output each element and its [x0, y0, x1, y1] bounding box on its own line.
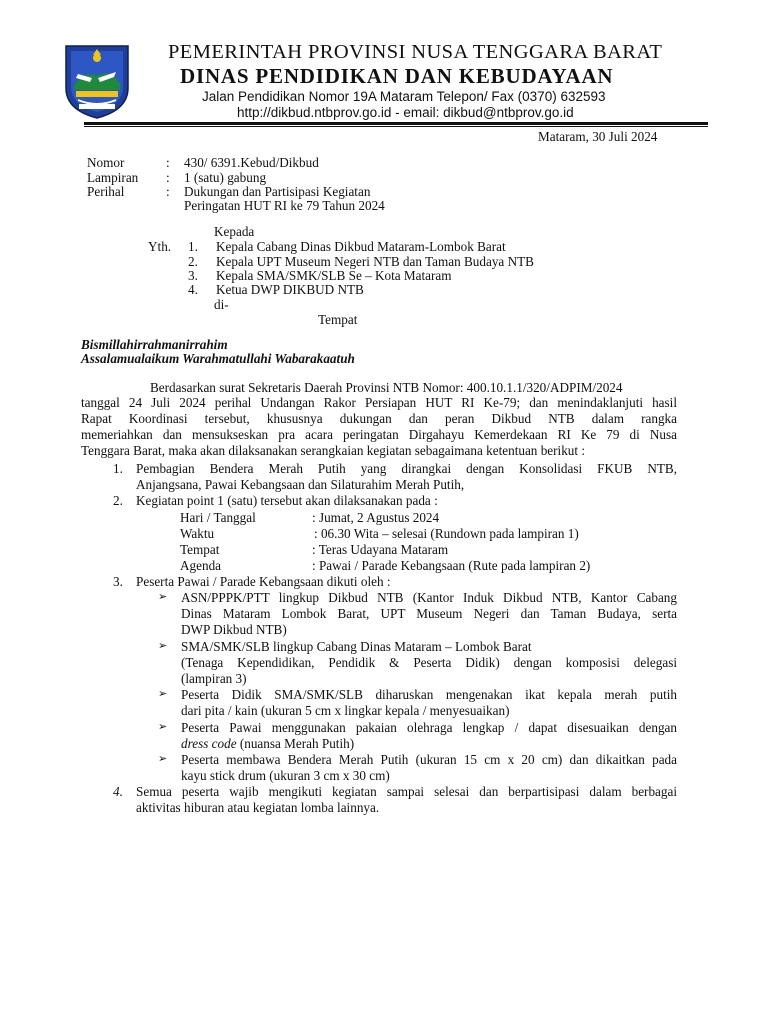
meta-label-lampiran: Lampiran — [87, 170, 139, 185]
meta-value-perihal-line2: Peringatan HUT RI ke 79 Tahun 2024 — [184, 198, 385, 213]
schedule-value: : Pawai / Parade Kebangsaan (Rute pada lampiran 2) — [312, 558, 591, 573]
letterhead-government-line: PEMERINTAH PROVINSI NUSA TENGGARA BARAT — [168, 41, 663, 63]
bullet-line: dari pita / kain (ukuran 5 cm x lingkar kepala / menyesuaikan) — [181, 703, 510, 718]
addressee-item: Ketua DWP DIKBUD NTB — [216, 282, 364, 297]
point4-line: aktivitas hiburan atau kegiatan lomba lainnya. — [136, 800, 380, 815]
meta-sep: : — [166, 184, 170, 199]
point2-line: Kegiatan point 1 (satu) tersebut akan dilaksanakan pada : — [136, 493, 438, 508]
addressee-yth: Yth. — [148, 239, 172, 254]
letter-date: Mataram, 30 Juli 2024 — [538, 129, 658, 144]
schedule-label: Tempat — [180, 542, 220, 557]
addressee-kepada: Kepada — [214, 224, 255, 239]
bullet-line: kayu stick drum (ukuran 3 cm x 30 cm) — [181, 768, 390, 783]
letterhead-address: Jalan Pendidikan Nomor 19A Mataram Telepon/ Fax (0370) 632593 — [202, 89, 606, 104]
meta-sep: : — [166, 155, 170, 170]
bullet-line: Peserta Pawai menggunakan pakaian olehraga lengkap / dapat disesuaikan dengan — [181, 720, 677, 735]
addressee-item-num: 4. — [188, 282, 198, 297]
point4-line: Semua peserta wajib mengikuti kegiatan sampai selesai dan berpartisipasi dalam berbagai — [136, 784, 677, 799]
addressee-item-num: 3. — [188, 268, 198, 283]
bullet-line: ASN/PPPK/PTT lingkup Dikbud NTB (Kantor Induk Dikbud NTB, Kantor Cabang — [181, 590, 677, 605]
intro-line: Rapat Koordinasi tersebut, khususnya dukungan dan peran Dikbud NTB dalam rangka — [81, 411, 677, 426]
letterhead-website-email: http://dikbud.ntbprov.go.id - email: dikbud@ntbprov.go.id — [237, 105, 574, 120]
bullet-line: Dinas Mataram Lombok Barat, UPT Museum Negeri dan Taman Budaya, serta — [181, 606, 677, 621]
arrowhead-bullet-icon: ➢ — [158, 752, 168, 765]
addressee-di: di- — [214, 297, 229, 312]
bullet-line: Peserta membawa Bendera Merah Putih (ukuran 15 cm x 20 cm) dan dikaitkan pada — [181, 752, 677, 767]
schedule-label: Waktu — [180, 526, 215, 541]
bullet-line: Peserta Didik SMA/SMK/SLB diharuskan mengenakan ikat kepala merah putih — [181, 687, 677, 702]
letterhead-rule-thin — [84, 126, 708, 127]
bullet-line: (lampiran 3) — [181, 671, 247, 686]
addressee-item: Kepala SMA/SMK/SLB Se – Kota Mataram — [216, 268, 452, 283]
schedule-value: : Jumat, 2 Agustus 2024 — [312, 510, 440, 525]
dress-code-term: dress code — [181, 736, 237, 751]
schedule-label: Agenda — [180, 558, 222, 573]
addressee-item: Kepala Cabang Dinas Dikbud Mataram-Lombok Barat — [216, 239, 506, 254]
addressee-item-num: 2. — [188, 254, 198, 269]
meta-value-nomor: 430/ 6391.Kebud/Dikbud — [184, 155, 319, 170]
point3-line: Peserta Pawai / Parade Kebangsaan dikuti oleh : — [136, 574, 391, 589]
bullet-line: (Tenaga Kependidikan, Pendidik & Peserta Didik) dengan komposisi delegasi — [181, 655, 677, 670]
meta-label-nomor: Nomor — [87, 155, 125, 170]
arrowhead-bullet-icon: ➢ — [158, 720, 168, 733]
bullet-line: SMA/SMK/SLB lingkup Cabang Dinas Mataram – Lombok Barat — [181, 639, 532, 654]
arrowhead-bullet-icon: ➢ — [158, 590, 168, 603]
point1-line: Pembagian Bendera Merah Putih yang dirangkai dengan Konsolidasi FKUB NTB, — [136, 461, 677, 476]
intro-line: memeriahkan dan mensukseskan pra acara peringatan Dirgahayu Kemerdekaan RI Ke 79 di Nusa — [81, 427, 677, 442]
arrowhead-bullet-icon: ➢ — [158, 639, 168, 652]
arrowhead-bullet-icon: ➢ — [158, 687, 168, 700]
addressee-item-num: 1. — [188, 239, 198, 254]
point-number: 3. — [113, 574, 123, 589]
point-number: 2. — [113, 493, 123, 508]
bullet-line — [181, 736, 354, 752]
bullet-line: DWP Dikbud NTB) — [181, 622, 287, 637]
meta-value-perihal: Dukungan dan Partisipasi Kegiatan — [184, 184, 371, 199]
point1-line: Anjangsana, Pawai Kebangsaan dan Silaturahim Merah Putih, — [136, 477, 465, 492]
point-number: 1. — [113, 461, 123, 476]
meta-value-lampiran: 1 (satu) gabung — [184, 170, 267, 185]
intro-line: tanggal 24 Juli 2024 perihal Undangan Rakor Persiapan HUT RI Ke-79; dan menindaklanjuti hasil — [81, 395, 677, 410]
schedule-value: : Teras Udayana Mataram — [312, 542, 449, 557]
point-number: 4. — [113, 784, 123, 799]
greeting-salam: Assalamualaikum Warahmatullahi Wabarakaatuh — [81, 351, 355, 366]
letterhead-agency-name: DINAS PENDIDIKAN DAN KEBUDAYAAN — [180, 64, 614, 88]
schedule-value: : 06.30 Wita – selesai (Rundown pada lampiran 1) — [314, 526, 579, 541]
intro-line: Tenggara Barat, maka akan dilaksanakan serangkaian kegiatan sebagaimana ketentuan berikut : — [81, 443, 586, 458]
schedule-label: Hari / Tanggal — [180, 510, 256, 525]
intro-line: Berdasarkan surat Sekretaris Daerah Provinsi NTB Nomor: 400.10.1.1/320/ADPIM/2024 — [150, 380, 623, 395]
meta-sep: : — [166, 170, 170, 185]
dress-code-note: (nuansa Merah Putih) — [236, 736, 355, 751]
ntb-province-emblem-icon — [62, 44, 132, 120]
meta-label-perihal: Perihal — [87, 184, 125, 199]
addressee-item: Kepala UPT Museum Negeri NTB dan Taman Budaya NTB — [216, 254, 534, 269]
greeting-basmalah: Bismillahirrahmanirrahim — [81, 337, 228, 352]
addressee-tempat: Tempat — [318, 312, 358, 327]
letterhead-rule-thick — [84, 122, 708, 125]
